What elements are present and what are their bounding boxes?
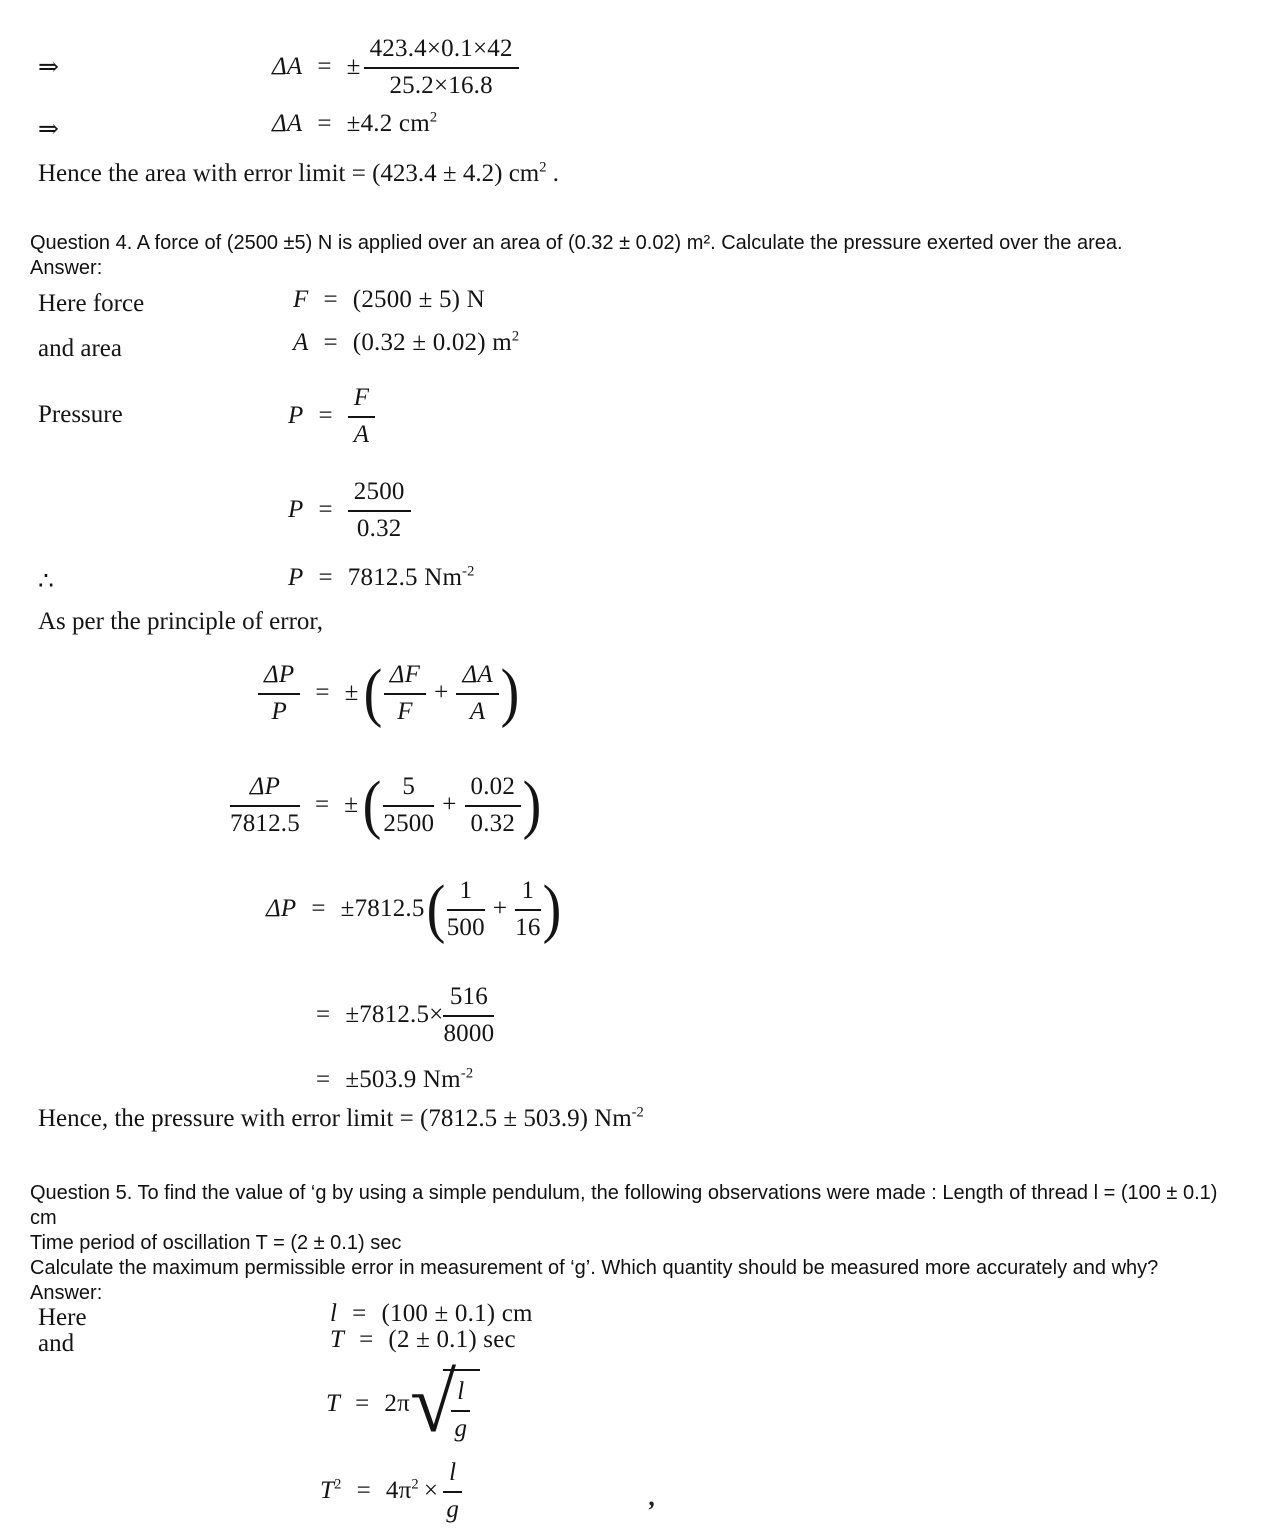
plus-minus-sign: ±: [344, 679, 359, 706]
fraction: [258, 660, 300, 726]
area-value-text: (0.32 ± 0.02) m: [352, 329, 512, 356]
equation-numeric-relative-error: [230, 768, 543, 841]
result-text: ±4.2 cm: [346, 110, 430, 137]
delta-p-value-text: ±503.9 Nm: [345, 1066, 461, 1093]
fraction: [348, 477, 411, 543]
pressure-symbol: P: [288, 564, 304, 591]
delta-p-symbol: ΔP: [266, 895, 297, 922]
plus-minus-sign: ±: [346, 53, 361, 80]
plus-sign: +: [434, 679, 449, 706]
equation-area: [293, 329, 519, 357]
right-parenthesis: ): [522, 768, 542, 841]
equals-sign: =: [356, 1477, 371, 1504]
implies-arrow: ⇒: [38, 54, 59, 81]
equation-pendulum-squared: [320, 1458, 462, 1524]
fraction-denominator: A: [469, 698, 486, 725]
left-parenthesis: (: [362, 768, 382, 841]
equals-sign: =: [314, 791, 330, 818]
equals-sign: =: [323, 286, 338, 313]
equals-sign: =: [352, 1300, 367, 1327]
superscript: 2: [539, 159, 547, 176]
fraction-numerator: l: [443, 1458, 462, 1493]
fraction: [384, 660, 426, 726]
fraction-denominator: 500: [446, 914, 485, 941]
answer-label: Answer:: [30, 1282, 103, 1304]
superscript: 2: [334, 1476, 342, 1493]
area-label: and area: [38, 335, 122, 362]
equation-time-period: [330, 1326, 516, 1354]
principle-of-error-line: As per the principle of error,: [38, 608, 323, 635]
force-symbol: F: [293, 286, 309, 313]
fraction: [383, 772, 434, 838]
equals-sign: =: [318, 402, 333, 429]
time-period-symbol: T: [326, 1390, 341, 1417]
fraction-denominator: F: [397, 698, 413, 725]
fraction-numerator: 1: [515, 876, 540, 911]
fraction-denominator: 0.32: [356, 515, 402, 542]
equals-sign: =: [318, 496, 333, 523]
therefore-symbol: ∴: [38, 568, 54, 595]
length-symbol: l: [330, 1300, 338, 1327]
coefficient: ±7812.5×: [345, 1001, 444, 1028]
fraction: [443, 982, 494, 1048]
conclusion-tail: .: [546, 160, 560, 187]
equation-relative-error: [258, 656, 521, 729]
fraction-numerator: F: [348, 383, 375, 418]
question-5-time-period-line: Time period of oscillation T = (2 ± 0.1) sec: [30, 1232, 402, 1254]
superscript: -2: [462, 563, 475, 580]
plus-sign: +: [442, 791, 457, 818]
superscript: 2: [411, 1476, 419, 1493]
equals-sign: =: [359, 1326, 374, 1353]
pressure-conclusion-line: [38, 1103, 644, 1134]
fraction-denominator: 16: [515, 914, 541, 941]
equation-length: [330, 1300, 533, 1328]
fraction-numerator: ΔA: [456, 660, 498, 695]
result-value: [347, 110, 438, 138]
plus-minus-sign: ±: [344, 791, 359, 818]
fraction-numerator: 0.02: [465, 772, 522, 807]
question-5-text-line2: cm: [30, 1207, 57, 1229]
superscript: -2: [631, 1104, 644, 1121]
radicand: [443, 1369, 480, 1443]
equals-sign: =: [316, 1001, 331, 1028]
fraction-numerator: 423.4×0.1×42: [364, 34, 519, 69]
equation-delta-p-result: [316, 1066, 473, 1094]
fraction-numerator: 516: [443, 982, 494, 1017]
equation-pendulum: [326, 1357, 480, 1450]
equals-sign: =: [311, 895, 326, 922]
conclusion-text: Hence, the pressure with error limit = (7812.5 ± 503.9) Nm: [38, 1105, 632, 1132]
fraction-numerator: 5: [383, 772, 434, 807]
fraction: [451, 1377, 470, 1443]
left-parenthesis: (: [426, 872, 446, 945]
scan-artifact-mark: ’: [646, 1496, 655, 1525]
superscript: 2: [511, 328, 520, 345]
coefficient: ±7812.5: [340, 895, 425, 922]
fraction-denominator: 25.2×16.8: [389, 72, 493, 99]
force-value: (2500 ± 5) N: [352, 286, 485, 313]
fraction-denominator: g: [454, 1414, 468, 1442]
question-4-text: Question 4. A force of (2500 ±5) N is applied over an area of (0.32 ± 0.02) m². Calculate the pressure exerted over the area.: [30, 232, 1123, 254]
fraction-numerator: ΔP: [258, 660, 300, 695]
fraction: [443, 1458, 462, 1524]
time-period-symbol: T: [330, 1326, 345, 1353]
area-conclusion-line: [38, 158, 559, 189]
fraction-numerator: ΔF: [384, 660, 426, 695]
equation-pressure-definition: [288, 383, 375, 449]
time-period-symbol: T: [320, 1477, 335, 1504]
fraction: [465, 772, 522, 838]
equals-sign: =: [318, 564, 333, 591]
right-parenthesis: ): [500, 656, 520, 729]
fraction-numerator: l: [451, 1377, 470, 1412]
answer-label: Answer:: [30, 257, 103, 279]
pressure-value-text: 7812.5 Nm: [347, 564, 463, 591]
fraction: [447, 876, 485, 942]
equation-force: [293, 286, 485, 314]
equals-sign: =: [316, 1066, 331, 1093]
delta-p-value: [345, 1066, 473, 1094]
fraction-numerator: 1: [447, 876, 485, 911]
fraction: [456, 660, 498, 726]
superscript: 2: [429, 109, 438, 126]
time-period-value: (2 ± 0.1) sec: [388, 1326, 516, 1353]
fraction: [230, 772, 300, 838]
question-5-text-line1: Question 5. To find the value of ‘g by using a simple pendulum, the following observations were made : Length of thread l = (100 ± 0.1): [30, 1182, 1218, 1204]
fraction: [364, 34, 519, 100]
length-value: (100 ± 0.1) cm: [381, 1300, 533, 1327]
fraction-denominator: 7812.5: [230, 810, 300, 837]
right-parenthesis: ): [542, 872, 562, 945]
and-label: and: [38, 1330, 75, 1357]
question-4-block: [30, 231, 1270, 281]
equation-delta-a-result: [272, 110, 437, 138]
here-label: Here: [38, 1304, 87, 1331]
equals-sign: =: [355, 1390, 370, 1417]
question-5-block: [30, 1181, 1275, 1306]
equals-sign: =: [323, 329, 338, 356]
coefficient: [386, 1477, 419, 1505]
pressure-symbol: P: [288, 402, 304, 429]
pressure-label: Pressure: [38, 401, 123, 428]
square-root: [409, 1357, 480, 1450]
equation-pressure-calculation: [288, 477, 411, 543]
fraction-denominator: 2500: [383, 810, 435, 837]
superscript: -2: [460, 1065, 474, 1082]
pressure-symbol: P: [288, 496, 304, 523]
fraction: [348, 383, 375, 449]
coefficient-text: 4π: [385, 1477, 412, 1504]
force-label: Here force: [38, 290, 145, 317]
equals-sign: =: [315, 679, 330, 706]
fraction: [515, 876, 540, 942]
equation-delta-a-fraction: [272, 34, 519, 100]
question-5-calculate-line: Calculate the maximum permissible error in measurement of ‘g’. Which quantity should be measured more accurately and why?: [30, 1257, 1159, 1279]
multiplication-sign: ×: [423, 1477, 439, 1504]
left-parenthesis: (: [363, 656, 383, 729]
t-squared-symbol: [320, 1477, 342, 1505]
equation-pressure-result: [288, 564, 475, 592]
delta-a-symbol: ΔA: [272, 110, 303, 137]
radical-sign: √: [409, 1357, 457, 1450]
area-symbol: A: [293, 329, 309, 356]
equals-sign: =: [317, 53, 332, 80]
fraction-numerator: 2500: [348, 477, 411, 512]
conclusion-text: Hence the area with error limit = (423.4 ± 4.2) cm: [38, 160, 540, 187]
fraction-numerator: ΔP: [230, 772, 300, 807]
plus-sign: +: [492, 895, 508, 922]
coefficient: 2π: [384, 1390, 410, 1417]
equals-sign: =: [317, 110, 332, 137]
fraction-denominator: 0.32: [470, 810, 516, 837]
fraction-denominator: g: [446, 1496, 460, 1523]
fraction-denominator: 8000: [443, 1020, 495, 1047]
fraction-denominator: A: [353, 421, 370, 448]
area-value: [353, 329, 520, 357]
equation-delta-p-step2: [316, 982, 494, 1048]
implies-arrow: ⇒: [38, 116, 59, 143]
equation-delta-p: [266, 872, 563, 945]
fraction-denominator: P: [271, 698, 287, 725]
delta-a-symbol: ΔA: [272, 53, 303, 80]
pressure-value: [348, 564, 475, 592]
